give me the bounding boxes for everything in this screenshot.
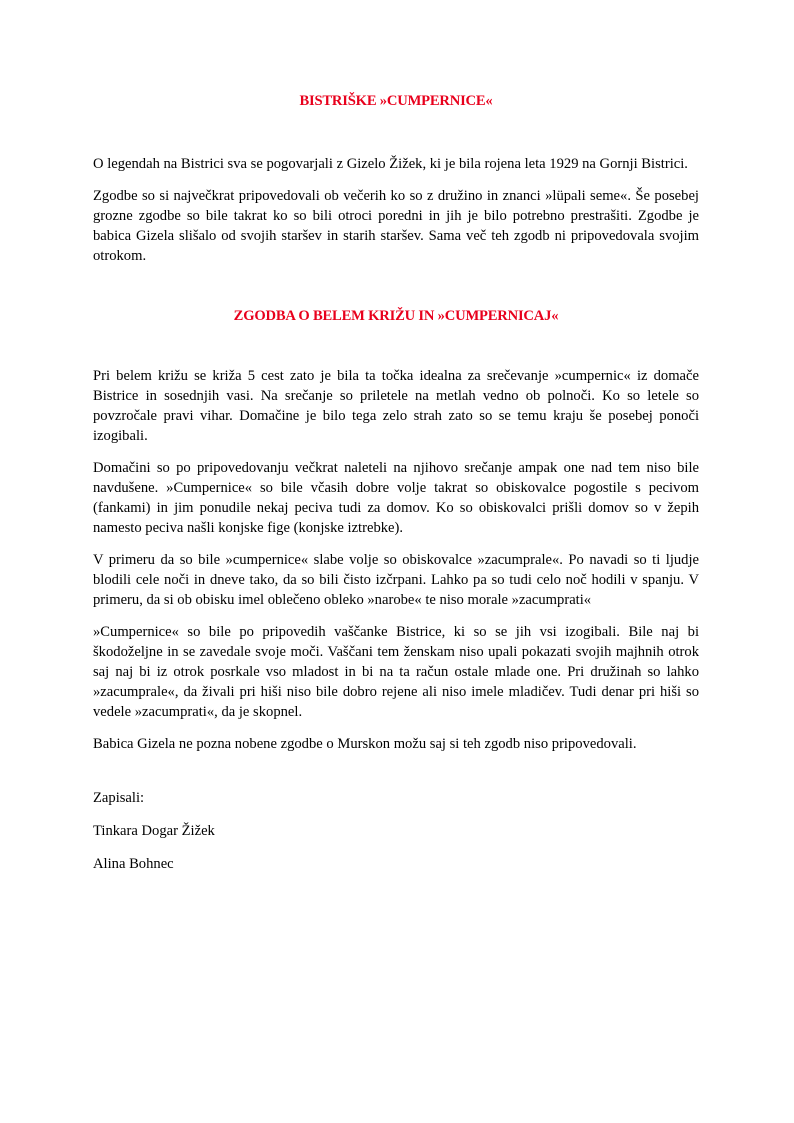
author-name: Alina Bohnec <box>93 856 174 872</box>
document-page <box>93 93 699 887</box>
document-title: BISTRIŠKE »CUMPERNICE« <box>299 93 493 109</box>
signature-label: Zapisali: <box>93 790 145 806</box>
story-paragraph: Babica Gizela ne pozna nobene zgodbe o Murskon možu saj si teh zgodb niso pripovedovali. <box>93 736 637 752</box>
author-name: Tinkara Dogar Žižek <box>93 823 215 839</box>
story-paragraph: Pri belem križu se križa 5 cest zato je bila ta točka idealna za srečevanje »cumpernic« iz domače Bistrice in sosednjih vasi. Na srečanje so priletele na metlah vedno ob polnoči. Ko so letele so povzročale pravi vihar. Domačine je bilo tega zelo strah zato so se temu kraju še posebej ponoči izogibali. <box>93 368 699 444</box>
story-paragraph: »Cumpernice« so bile po pripovedih vaščanke Bistrice, ki so se jih vsi izogibali. Bile naj bi škodoželjne in se zavedale svoje moči. Vaščani tem ženskam niso upali pokazati svojih majhnih otrok saj naj bi iz otrok posrkale vso mladost in bi na ta račun ostale mlade one. Pri družinah so lahko »zacumprale«, da živali pri hiši niso bile dobro rejene ali niso imele mladičev. Tudi denar pri hiši so vedele »zacumprati«, da je skopnel. <box>93 624 699 720</box>
section-title: ZGODBA O BELEM KRIŽU IN »CUMPERNICAJ« <box>233 308 559 324</box>
story-paragraph: V primeru da so bile »cumpernice« slabe volje so obiskovalce »zacumprale«. Po navadi so ti ljudje blodili cele noči in dneve tako, da so bili čisto izčrpani. Lahko pa so tudi celo noč hodili v spanju. V primeru, da si ob obisku imel oblečeno obleko »narobe« te niso morale »zacumprati« <box>93 552 699 608</box>
signature-block <box>93 788 699 874</box>
intro-paragraph: O legendah na Bistrici sva se pogovarjali z Gizelo Žižek, ki je bila rojena leta 1929 na Gornji Bistrici. <box>93 156 688 172</box>
story-paragraph: Domačini so po pripovedovanju večkrat naleteli na njihovo srečanje ampak one nad tem niso bile navdušene. »Cumpernice« so bile včasih dobre volje takrat so obiskovalce pogostile s pecivom (fankami) in jim ponudile nekaj peciva tudi za domov. Ko so obiskovalci prišli domov so v žepih namesto peciva našli konjske fige (konjske iztrebke). <box>93 460 699 536</box>
intro-paragraph: Zgodbe so si največkrat pripovedovali ob večerih ko so z družino in znanci »lüpali seme«. Še posebej grozne zgodbe so bile takrat ko so bili otroci poredni in jih je bilo potrebno prestrašiti. Zgodbe je babica Gizela slišalo od svojih staršev in starih staršev. Sama več teh zgodb ni pripovedovala svojim otrokom. <box>93 188 699 264</box>
